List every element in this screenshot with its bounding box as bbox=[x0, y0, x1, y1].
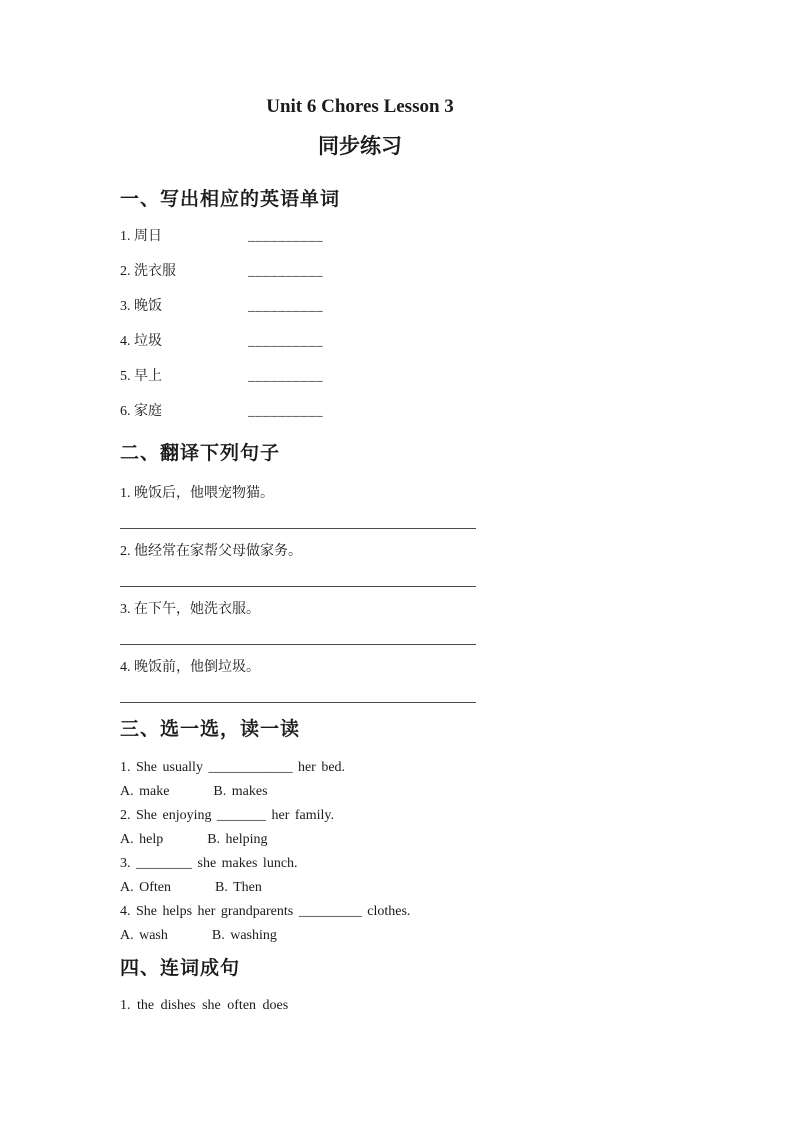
section-vocabulary bbox=[120, 188, 600, 422]
list-item bbox=[120, 402, 600, 422]
answer-blank: __________ bbox=[248, 264, 323, 279]
options-line: A. wash B. washing bbox=[120, 928, 277, 943]
answer-line bbox=[120, 702, 476, 703]
options-line: A. make B. makes bbox=[120, 784, 268, 799]
vocabulary-list bbox=[120, 227, 600, 422]
question-line: 4. She helps her grandparents _________ clothes. bbox=[120, 904, 411, 919]
question-line: 3. ________ she makes lunch. bbox=[120, 856, 298, 871]
translation-sentence: 4. 晚饭前，他倒垃圾。 bbox=[120, 660, 260, 675]
word-label: 3. 晚饭 bbox=[120, 299, 162, 314]
section-multiple-choice bbox=[120, 718, 600, 945]
answer-blank: __________ bbox=[248, 334, 323, 349]
page-title: Unit 6 Chores Lesson 3 bbox=[266, 96, 454, 117]
worksheet-content bbox=[120, 96, 600, 1016]
answer-blank: __________ bbox=[248, 299, 323, 314]
answer-blank: __________ bbox=[248, 369, 323, 384]
translation-sentence: 2. 他经常在家帮父母做家务。 bbox=[120, 544, 302, 559]
translation-sentence: 1. 晚饭后，他喂宠物猫。 bbox=[120, 486, 274, 501]
list-item bbox=[120, 227, 600, 247]
section-1-heading: 一、写出相应的英语单词 bbox=[120, 189, 341, 210]
answer-blank: __________ bbox=[248, 404, 323, 419]
section-3-heading: 三、选一选，读一读 bbox=[120, 719, 301, 740]
list-item bbox=[120, 297, 600, 317]
section-sentence-building bbox=[120, 957, 600, 1016]
question-line: 2. She enjoying _______ her family. bbox=[120, 808, 335, 823]
answer-line bbox=[120, 586, 476, 587]
list-item bbox=[120, 332, 600, 352]
answer-line bbox=[120, 528, 476, 529]
options-line: A. help B. helping bbox=[120, 832, 268, 847]
choice-list bbox=[120, 758, 600, 945]
question-line: 1. She usually ____________ her bed. bbox=[120, 760, 346, 775]
section-translation bbox=[120, 442, 600, 703]
word-label: 2. 洗衣服 bbox=[120, 264, 176, 279]
list-item bbox=[120, 367, 600, 387]
list-item bbox=[120, 262, 600, 282]
section-4-heading: 四、连词成句 bbox=[120, 958, 241, 979]
answer-line bbox=[120, 644, 476, 645]
jumble-sentence: 1. the dishes she often does bbox=[120, 998, 289, 1013]
translation-sentence: 3. 在下午，她洗衣服。 bbox=[120, 602, 260, 617]
word-label: 4. 垃圾 bbox=[120, 334, 162, 349]
options-line: A. Often B. Then bbox=[120, 880, 262, 895]
word-label: 6. 家庭 bbox=[120, 404, 162, 419]
word-label: 5. 早上 bbox=[120, 369, 162, 384]
section-2-heading: 二、翻译下列句子 bbox=[120, 443, 281, 464]
answer-blank: __________ bbox=[248, 229, 323, 244]
page-subtitle: 同步练习 bbox=[318, 135, 402, 158]
word-label: 1. 周日 bbox=[120, 229, 162, 244]
